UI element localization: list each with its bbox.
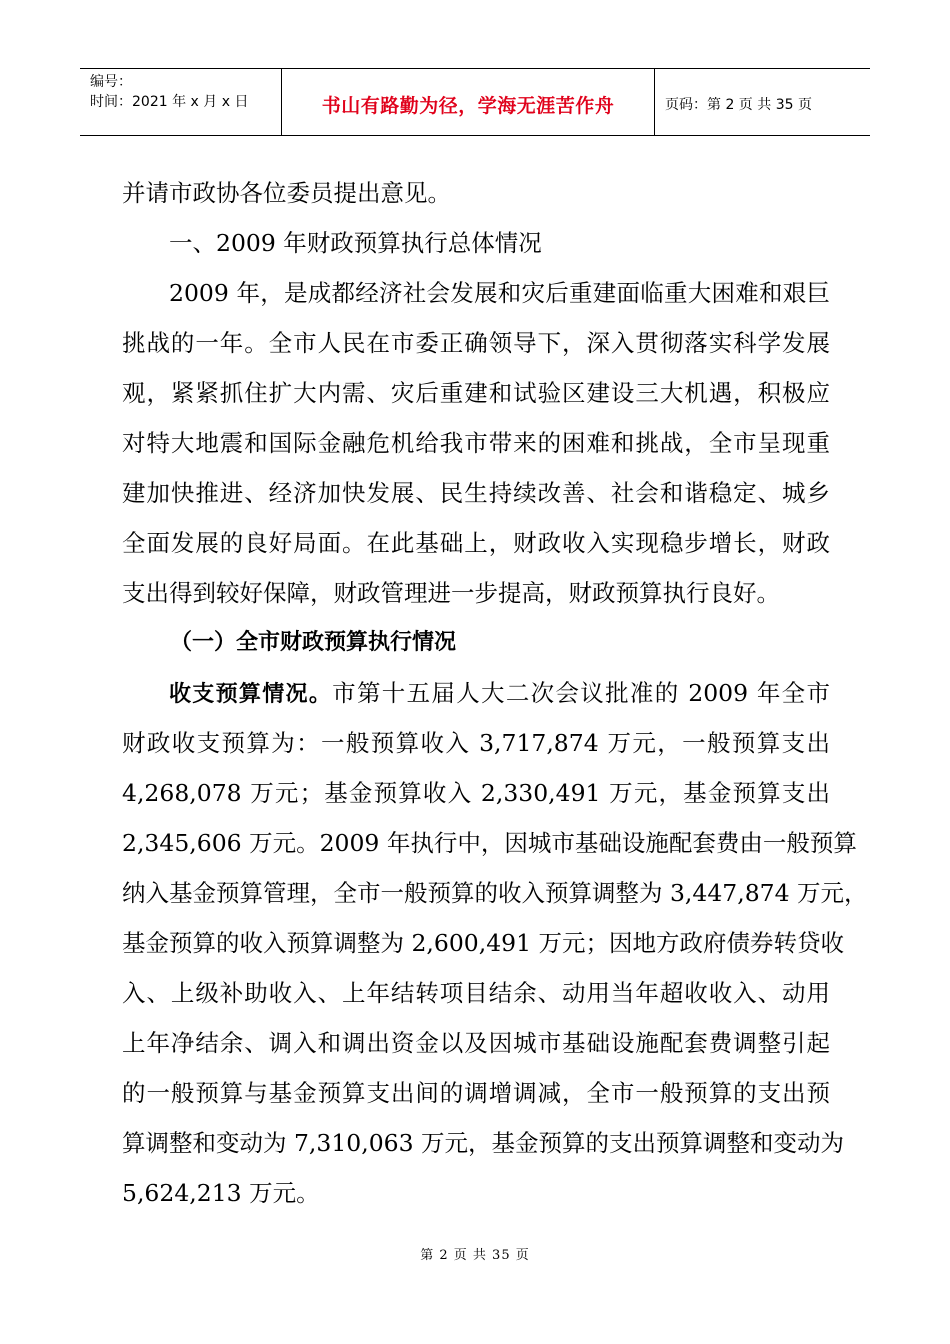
paragraph-line: 财政收支预算为：一般预算收入 3,717,874 万元，一般预算支出 xyxy=(122,729,830,757)
header-page-info: 页码：第 2 页 共 35 页 xyxy=(665,97,812,113)
header-page-cell xyxy=(655,69,870,135)
document-body xyxy=(122,168,868,1218)
paragraph-line: 观，紧紧抓住扩大内需、灾后重建和试验区建设三大机遇，积极应 xyxy=(122,379,830,407)
section-heading: 一、2009 年财政预算执行总体情况 xyxy=(169,229,542,257)
paragraph-line: 的一般预算与基金预算支出间的调增调减，全市一般预算的支出预 xyxy=(122,1079,830,1107)
paragraph-line: 2009 年，是成都经济社会发展和灾后重建面临重大困难和艰巨 xyxy=(169,279,830,307)
paragraph-line: 支出得到较好保障，财政管理进一步提高，财政预算执行良好。 xyxy=(122,579,780,607)
paragraph-line: 对特大地震和国际金融危机给我市带来的困难和挑战，全市呈现重 xyxy=(122,429,830,457)
page-header xyxy=(80,68,870,136)
paragraph-line: 纳入基金预算管理，全市一般预算的收入预算调整为 3,447,874 万元， xyxy=(122,879,868,907)
paragraph-line: 上年净结余、调入和调出资金以及因城市基础设施配套费调整引起 xyxy=(122,1029,830,1057)
paragraph-line-lead xyxy=(122,668,830,718)
document-date-label: 时间：2021 年 x 月 x 日 xyxy=(90,94,249,110)
document-number-label: 编号： xyxy=(90,74,132,90)
paragraph-line: 5,624,213 万元。 xyxy=(122,1179,320,1207)
paragraph-line: 并请市政协各位委员提出意见。 xyxy=(122,179,451,207)
paragraph-line: 全面发展的良好局面。在此基础上，财政收入实现稳步增长，财政 xyxy=(122,529,830,557)
paragraph-line: 2,345,606 万元。2009 年执行中，因城市基础设施配套费由一般预算 xyxy=(122,829,857,857)
header-motto-cell xyxy=(282,69,655,135)
paragraph-line: 入、上级补助收入、上年结转项目结余、动用当年超收收入、动用 xyxy=(122,979,830,1007)
page-footer: 第 2 页 共 35 页 xyxy=(420,1248,530,1263)
paragraph-line: 基金预算的收入预算调整为 2,600,491 万元；因地方政府债券转贷收 xyxy=(122,929,845,957)
subsection-heading: （一）全市财政预算执行情况 xyxy=(170,630,457,655)
paragraph-line: 挑战的一年。全市人民在市委正确领导下，深入贯彻落实科学发展 xyxy=(122,329,830,357)
header-meta-cell xyxy=(80,69,282,135)
paragraph-line: 4,268,078 万元；基金预算收入 2,330,491 万元，基金预算支出 xyxy=(122,779,830,807)
lead-bold-text: 收支预算情况。 xyxy=(169,682,333,707)
paragraph-line: 建加快推进、经济加快发展、民生持续改善、社会和谐稳定、城乡 xyxy=(122,479,830,507)
paragraph-line: 算调整和变动为 7,310,063 万元，基金预算的支出预算调整和变动为 xyxy=(122,1129,845,1157)
lead-text: 市第十五届人大二次会议批准的 2009 年全市 xyxy=(332,679,830,707)
header-motto: 书山有路勤为径，学海无涯苦作舟 xyxy=(321,94,615,117)
